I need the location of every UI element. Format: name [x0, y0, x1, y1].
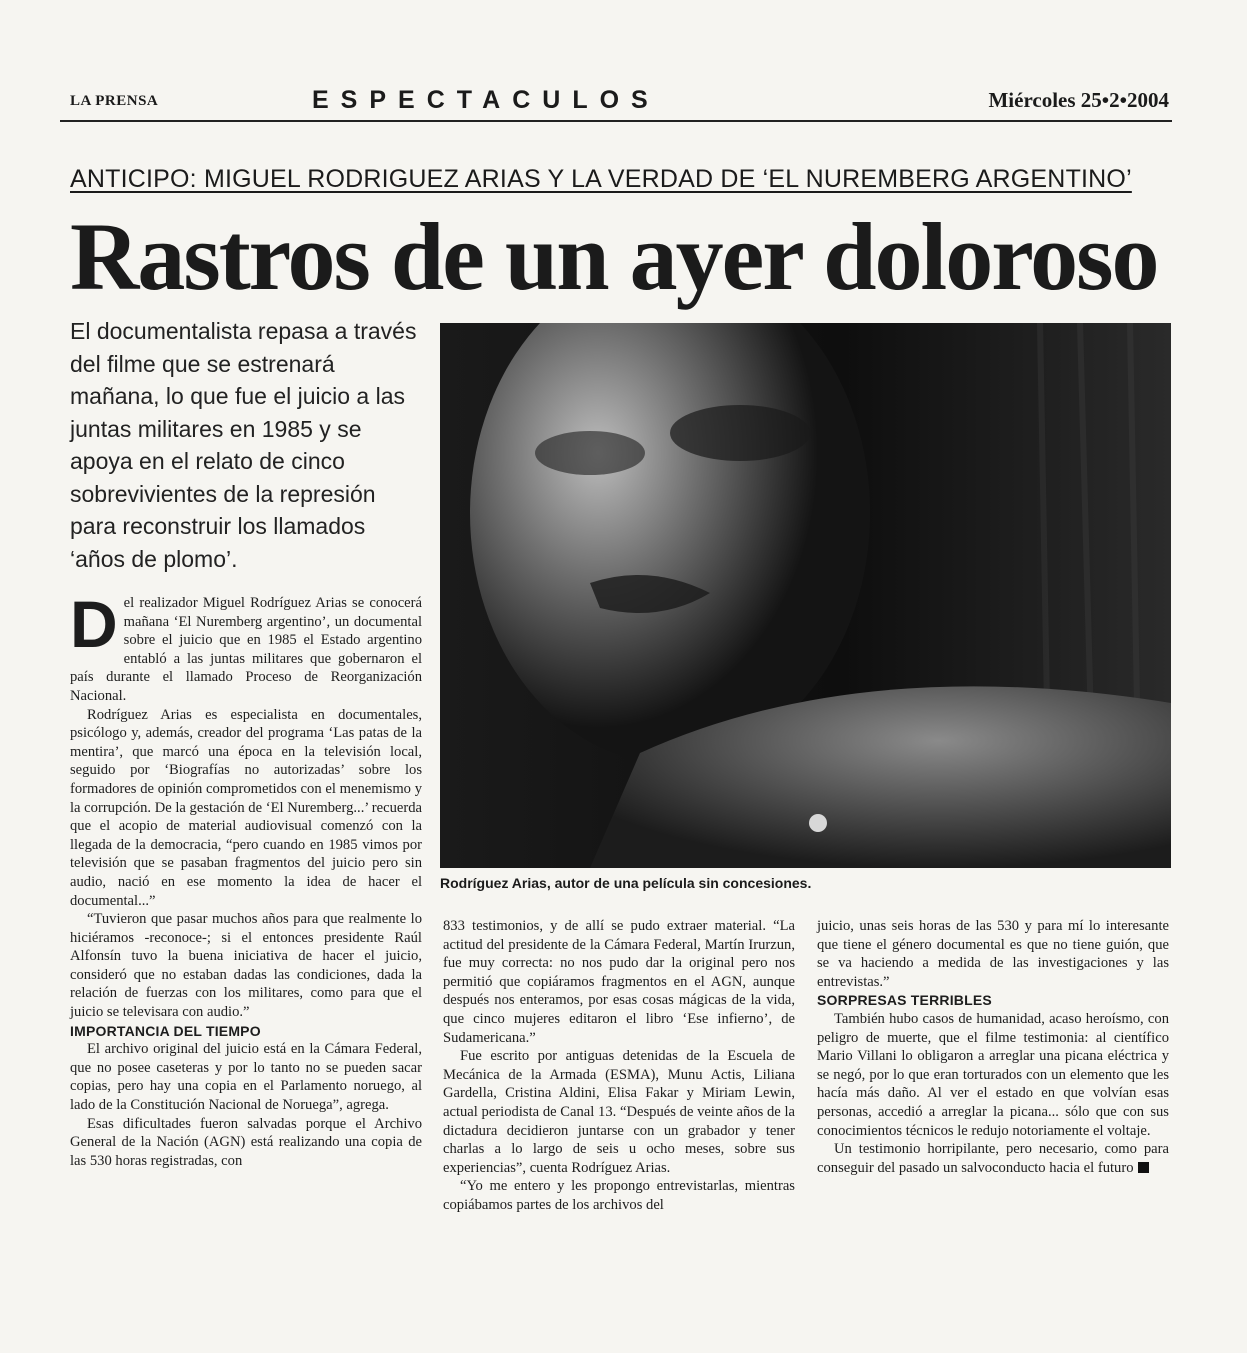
drop-cap: D [70, 587, 118, 661]
subhead-sorpresas: SORPRESAS TERRIBLES [817, 992, 992, 1009]
article-column-2 [443, 917, 795, 1215]
article-column-1 [70, 587, 422, 1170]
paragraph: El archivo original del juicio está en la Cámara Federal, que no posee caseteras y por lo tanto no se pueden sacar copias, pero hay una copia en el Parlamento noruego, al lado de la Constitución Nacional de Noruega”, agrega. [70, 1041, 422, 1114]
paragraph: Esas dificultades fueron salvadas porque el Archivo General de la Nación (AGN) está realizando una copia de las 530 horas registradas, con [70, 1115, 422, 1169]
paragraph: Rodríguez Arias es especialista en documentales, psicólogo y, además, creador del programa ‘Las patas de la mentira’, que marcó una época en la televisión local, seguido por ‘Biografías no autorizadas’ sobre los formadores de opinión comprometidos con el menemismo y la corrupción. De la gestación de ‘El Nuremberg...’ recuerda que el acopio de material audiovisual comenzó con la llegada de la democracia, “pero cuando en 1985 vimos por televisión que se pasaban fragmentos del juicio pero sin audio, nació en ese momento la idea de hacer el documental...” [70, 706, 422, 909]
masthead: LA PRENSA [70, 93, 159, 109]
header-rule [60, 120, 1172, 122]
kicker: ANTICIPO: MIGUEL RODRIGUEZ ARIAS Y LA VERDAD DE ‘EL NUREMBERG ARGENTINO’ [70, 165, 1132, 193]
issue-date: Miércoles 25•2•2004 [988, 88, 1169, 112]
paragraph: juicio, unas seis horas de las 530 y para mí lo interesante que tiene el género documental es que no tiene guión, que se va haciendo a medida de las investigaciones y las entrevistas.” [817, 918, 1169, 990]
headline: Rastros de un ayer doloroso [70, 203, 1158, 310]
paragraph: Fue escrito por antiguas detenidas de la Escuela de Mecánica de la Armada (ESMA), Munu Actis, Liliana Gardella, Cristina Aldini, Elisa Fakar y Miriam Lewin, actual periodista de Canal 13. “Después de veinte años de la dictadura decidieron juntarse con un grabador y tener charlas a lo largo de seis u ocho meses, sobre sus experiencias”, cuenta Rodríguez Arias. [443, 1048, 795, 1176]
closing-paragraph: Un testimonio horripilante, pero necesario, como para conseguir del pasado un salvoconducto hacia el futuro [817, 1141, 1169, 1176]
deck: El documentalista repasa a través del filme que se estrenará mañana, lo que fue el juicio a las juntas militares en 1985 y se apoya en el relato de cinco sobrevivientes de la represión para reconstruir los llamados ‘años de plomo’. [70, 318, 417, 572]
lead-paragraph: Del realizador Miguel Rodríguez Arias se conocerá mañana ‘El Nuremberg argentino’, un documental sobre el juicio que en 1985 el Estado argentino entabló a las juntas militares que gobernaron el país durante el llamado Proceso de Reorganización Nacional. [70, 587, 422, 704]
paragraph: 833 testimonios, y de allí se pudo extraer material. “La actitud del presidente de la Cámara Federal, Martín Irurzun, fue muy correcta: no nos pudo dar la original pero nos permitió que copiáramos fragmentos en el AGN, aunque después nos enteramos, por esas cosas mágicas de la vida, que cinco mujeres editaron el libro ‘Ese infierno’, de Sudamericana.” [443, 918, 795, 1046]
section-title: ESPECTACULOS [312, 86, 660, 114]
portrait-photo [440, 323, 1171, 868]
paragraph: “Tuvieron que pasar muchos años para que realmente lo hiciéramos -reconoce-; si el entonces presidente Raúl Alfonsín tuvo la buena iniciativa de hacer el juicio, consideró que no estaban dadas las condiciones, dada la relación de fuerzas con los militares, como para que el juicio se televisara con audio.” [70, 911, 422, 1021]
subhead-importancia: IMPORTANCIA DEL TIEMPO [70, 1022, 261, 1039]
end-mark-icon [1138, 1162, 1149, 1173]
paragraph: “Yo me entero y les propongo entrevistarlas, mientras copiábamos partes de los archivos del [443, 1178, 795, 1213]
photo-caption: Rodríguez Arias, autor de una película sin concesiones. [440, 875, 812, 891]
article-column-3 [817, 917, 1169, 1177]
portrait-image [440, 323, 1171, 868]
paragraph: También hubo casos de humanidad, acaso heroísmo, con peligro de muerte, que el filme testimonia: al científico Mario Villani lo obligaron a arreglar una picana eléctrica y se negó, por lo que eran torturados con un elemento que les hacía más daño. Al ver el estado en que volvían esas personas, accedió a arreglar la picana... sólo que con sus conocimientos técnicos le redujo notoriamente el voltaje. [817, 1010, 1169, 1139]
